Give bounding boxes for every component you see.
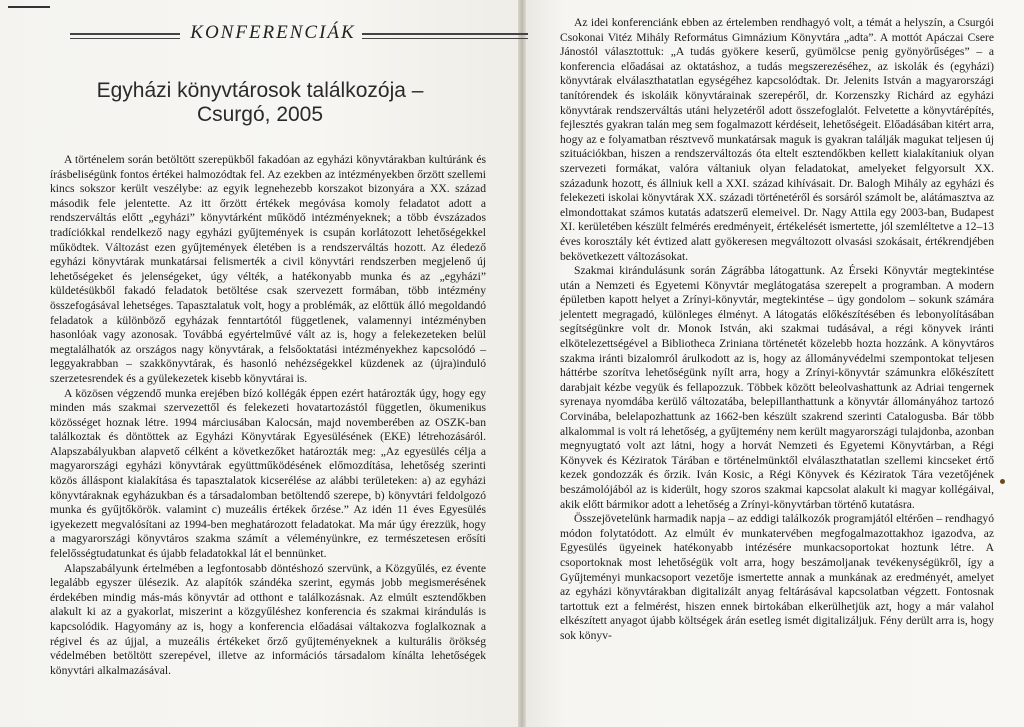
right-paragraph-1: Az idei konferenciánk ebben az értelemben rendhagyó volt, a témát a helyszín, a Csurgói Csokonai Vitéz Mihály Református Gimnázium Könyvtára „adta”. A mottót Apáczai Csere Jánostól választottuk: „A tudás gyökere keserű, gyümölcse penig gyönyörűséges” – a konferencia előadásai az oktatáshoz, a tudás megszerezéséhez, az iskolák és (egyházi) könyvtárak elválaszthatatlan egységéhez kapcsolódtak. Dr. Jelenits István a magyarországi tanítórendek és iskoláik könyvtárainak szerepéről, dr. Korzenszky Richárd az egyházi könyvtárak rendszerváltás utáni helyzetéről adott összefoglalót. Felvetette a könyvtárépítés, fejlesztés gyakran talán meg sem fogalmazott kérdéseit, lehetőségeit. Előadásában kitért arra, hogy az e folyamatban résztvevő munkatársak maguk is gyakran találják magukat teljesen új szituációkban, hiszen a rendszerváltozás óta eltelt esztendőkben kellett kialakítaniuk olyan szervezeti formákat, valóra váltaniuk olyan feladatokat, amelyeket felgyorsult XX. századunk hozott, és állniuk kell a XXI. század kihívásait. Dr. Balogh Mihály az egyházi és felekezeti iskolai könyvtárak XX. századi történetéről és sorsáról számolt be, alátámasztva az elmondottakat számos kutatás adatszerű elemeivel. Dr. Nagy Attila egy 2003-ban, Budapest XI. kerületében készült felmérés eredményeit, értékelését ismertette, jól szemléltetve a 12–13 éves korosztály két évtized alatt gyökeresen megváltozott olvasási szokásait, értékrendjében bekövetkezett változásokat. <box>560 16 994 263</box>
section-title: KONFERENCIÁK <box>190 22 356 43</box>
book-gutter <box>518 0 526 727</box>
article-title <box>60 79 460 127</box>
right-paragraph-3: Összejövetelünk harmadik napja – az eddigi találkozók programjától eltérően – rendhagyó módon folytatódott. Az elmúlt év munkatervében megfogalmazottakhoz igazodva, az Egyesülés ügyeinek hatékonyabb intézésére munkacsoportokat hoztunk létre. A csoportoknak most lehetőségük volt arra, hogy beszámoljanak tevékenységükről, így a Gyűjteményi munkacsoport vezetője ismertette annak a munkának az eredményét, amelyet az egyházi könyvtárakban digitalizált anyag feltárásával kapcsolatban végzett. Fontosnak tartottuk ezt a felmérést, hiszen ennek birtokában elkerülhetjük azt, hogy a már valahol elkészített anyagot újabb költségek árán esetleg ismét digitalizáljuk. Fény derült arra is, hogy sok könyv- <box>560 512 994 642</box>
left-paragraph-1: A történelem során betöltött szerepükből fakadóan az egyházi könyvtárakban kultúránk és írásbeliségünk fontos értékei halmozódtak fel. Az ezekben az intézményekben őrzött szellemi kincs sokszor került veszélybe: az egyik legnehezebb korszakot bizonyára a XX. század második fele jelentette. Az itt őrzött értékek megóvása komoly feladatot adott a rendszerváltás előtt „egyházi” könyvtárként működő intézményeknek; a több évszázados tradíciókkal rendelkező nagy egyházi gyűjtemények is csupán korlátozott lehetőségekkel működtek. Változást ezen gyűjtemények életében is a rendszerváltás hozott. Az éledező egyházi könyvtárak munkatársai felismerték a civil könyvtári rendszerben megjelenő új lehetőségeket és jelenségeket, úgy vélték, a hatékonyabb munka és az „egyházi” küldetésükből fakadó feladatok betöltése csak szervezett formában, több intézmény összefogásával lehetséges. Tapasztalatuk volt, hogy a problémák, az előttük álló megoldandó feladatok a különböző egyházak fenntartótól függetlenek, valamennyi intézményben hasonlóak vagy azonosak. Továbbá egyértelművé vált az is, hogy a felekezeteken belül megtalálhatók az országos nagy könyvtárak, a felsőoktatási intézményekhez kapcsolódó – leggyakrabban – szakkönyvtárak, és hasonló nehézségekkel küzdenek az (újra)induló szerzetesrendek és a gyülekezetek kisebb könyvtárai is. <box>50 153 486 385</box>
article-title-line-2: Csurgó, 2005 <box>196 103 324 126</box>
right-column-text <box>560 16 994 644</box>
right-paragraph-2: Szakmai kirándulásunk során Zágrábba látogattunk. Az Érseki Könyvtár megtekintése után a Nemzeti és Egyetemi Könyvtár meglátogatása szerepelt a programban. A modern épületben kapott helyet a Zrínyi-könyvtár, megtekintése – úgy gondolom – sokunk számára jelentett megragadó, különleges élményt. A látogatás előkészítésében és lebonyolításában segítségünkre volt dr. Monok István, aki szakmai tudásával, a régi könyvek iránti elkötelezettségével a Bibliotheca Zriniana történetét közelebb hozta hozzánk. A könyvtáros szakma iránti bizalomról árulkodott az is, hogy az állományvédelmi szempontokat teljesen háttérbe szorítva lehetőségünk nyílt arra, hogy a Zrínyi-könyvtár számunkra előkészített darabjait kézbe vegyük és fellapozzuk. Többek között beleolvashattunk az Adriai tengernek syrenaya nyomdába kerülő változatába, belepillanthattunk a könyvtár állományához tartozó Corvinába, belelapozhattunk az 1662-ben készült szakrend szerinti Catalogusba. Bár több alkalommal is volt rá lehetőség, a gyűjtemény nem került magyarországi tulajdonba, azonban megnyugtató volt azt látni, hogy a horvát Nemzeti és Egyetemi Könyvtárban, a Régi Könyvek és Kéziratok Tárában e történelmünktől elválaszthatatlan szellemi kincseket értő kezek gondozzák és őrzik. Iván Kosic, a Régi Könyvek és Kéziratok Tára vezetőjének beszámolójából az is kiderült, hogy szoros szakmai kapcsolat alakult ki magyar kollégáival, akik előtt bármikor adott a lehetőség a Zrínyi-könyvtárban történő kutatásra. <box>560 264 994 511</box>
corner-mark <box>8 6 50 8</box>
left-paragraph-2: A közösen végzendő munka erejében bízó kollégák éppen ezért határozták úgy, hogy egy minden más szakmai szervezettől és felekezeti hovatartozástól független, ökumenikus közösséget hoznak létre. 1994 márciusában Kalocsán, majd novemberében az OSZK-ban találkoztak és döntöttek az Egyházi Könyvtárak Egyesülésének (EKE) létrehozásáról. Alapszabályukban alapvető célként a következőket határozták meg: „Az egyesülés célja a magyarországi egyházi könyvtárak együttműködésének előmozdítása, lehetőség szerinti közös álláspont kialakítása és tapasztalatok kicserélése az alábbi területeken: a) az egyházi könyvtáraknak egyházukban és a társadalomban betöltendő szerepe, b) könyvtári feldolgozó munka és gyűjtőkörök. valamint c) muzeális értékek őrzése.” Az idén 11 éves Egyesülés igyekezett megvalósítani az 1994-ben meghatározott feladatokat. Ma már úgy érezzük, hogy a magyarországi könyvtáros szakma számít a véleményünkre, ez természetesen erősíti felelősségtudatunkat és újabb feladatokkal lát el bennünket. <box>50 386 486 561</box>
section-header <box>70 22 528 52</box>
article-title-line-1: Egyházi könyvtárosok találkozója – <box>96 79 424 102</box>
header-rule-right <box>362 33 528 39</box>
header-rule-left <box>70 33 180 39</box>
ink-spot <box>1000 479 1005 484</box>
left-paragraph-3: Alapszabályunk értelmében a legfontosabb döntéshozó szervünk, a Közgyűlés, ez évente legalább egyszer ülésezik. Az alapítók szándéka szerint, egymás jobb megismerésének érdekében mindig más-más könyvtár ad otthont e találkozásnak. Az elmúlt esztendőkben alakult ki az a gyakorlat, miszerint a közgyűléshez konferencia és szakmai kirándulás is kapcsolódik. Hagyomány az is, hogy a konferencia előadásai váltakozva foglalkoznak a régivel és az újjal, a muzeális értékeket őrző gyűjteményeknek a kulturális örökség védelmében betöltött szerepével, illetve az információs társadalom kínálta lehetőségek könyvtári alkalmazásával. <box>50 561 486 677</box>
left-column-text <box>50 153 486 678</box>
